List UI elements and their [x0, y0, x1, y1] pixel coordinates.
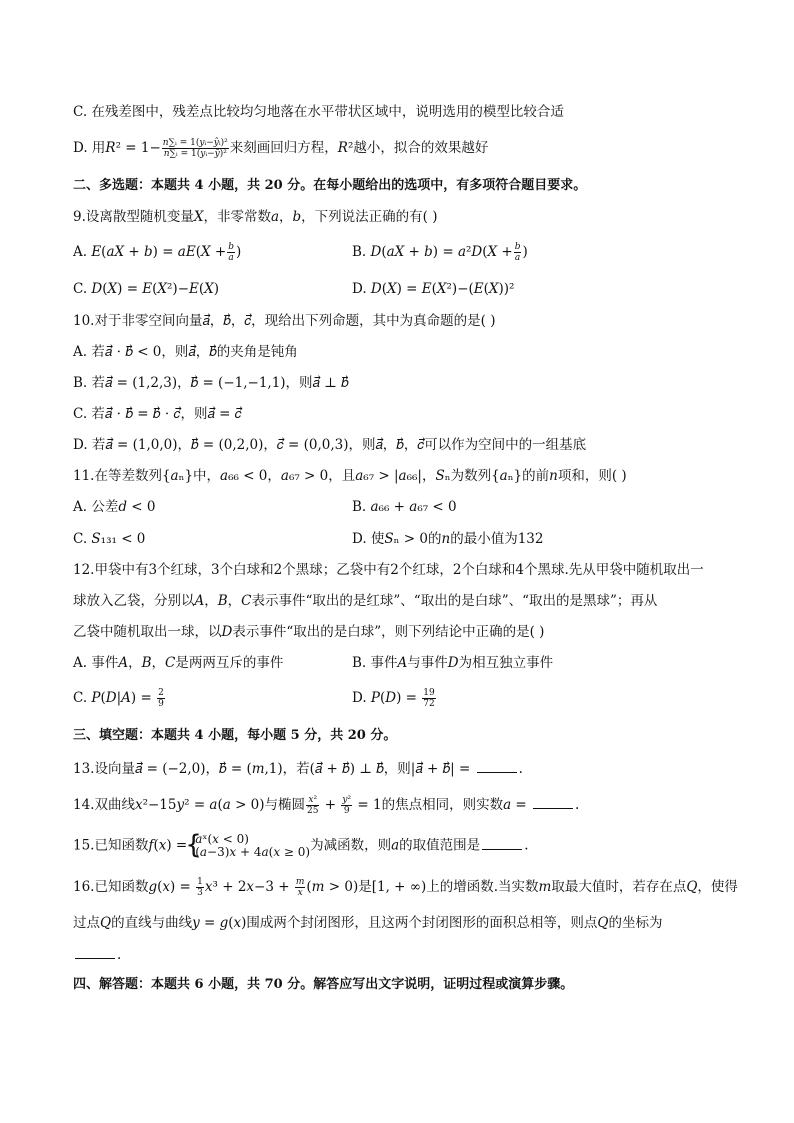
- option-12c: [73, 688, 166, 709]
- option-12b: B. 事件𝐴与事件𝐷为相互独立事件: [352, 655, 554, 671]
- fraction-19-72: [422, 688, 435, 709]
- fraction-x2-25: [306, 795, 319, 816]
- fraction-denominator: 𝑎: [228, 253, 234, 263]
- section-4-heading: 四、解答题：本题共 6 小题，共 70 分。解答应写出文字说明，证明过程或演算步骤。: [73, 977, 574, 992]
- option-12d-prefix: D. 𝑃(𝐷) =: [352, 690, 417, 706]
- answer-blank-13[interactable]: [477, 758, 517, 773]
- question-14-prefix: 14.双曲线𝑥²−15𝑦² = 𝑎(𝑎 > 0)与椭圆: [73, 797, 306, 813]
- question-9: 9.设离散型随机变量𝑋，非零常数𝑎，𝑏，下列说法正确的有( ): [73, 209, 438, 225]
- option-12c-prefix: C. 𝑃(𝐷|𝐴) =: [73, 690, 152, 706]
- question-16-prefix: 16.已知函数𝑔(𝑥) =: [73, 879, 191, 895]
- fraction-m-x: [295, 877, 306, 898]
- option-10b: B. 若𝑎⃗ = (1,2,3)，𝑏⃗ = (−1,−1,1)，则𝑎⃗ ⊥ 𝑏⃗: [73, 375, 349, 391]
- answer-blank-15[interactable]: [482, 835, 522, 850]
- piecewise-case-1: { 𝑎ˣ(𝑥 < 0): [195, 832, 249, 846]
- fraction-numerator: 𝑚: [295, 877, 305, 887]
- option-12d: [352, 688, 437, 709]
- answer-blank-14[interactable]: [533, 794, 573, 809]
- fraction-numerator: 19: [423, 688, 435, 698]
- option-11a: A. 公差𝑑 < 0: [73, 499, 156, 515]
- piecewise-function: [187, 833, 310, 859]
- plus-sign: +: [324, 797, 337, 813]
- question-11: 11.在等差数列{𝑎ₙ}中，𝑎₆₆ < 0，𝑎₆₇ > 0，且𝑎₆₇ > |𝑎₆₆|，𝑆ₙ为数列{𝑎ₙ}的前𝑛项和，则( ): [73, 468, 627, 484]
- question-12-line-2: 球放入乙袋，分别以𝐴，𝐵，𝐶表示事件“取出的是红球”、“取出的是白球”、“取出的是黑球”；再从: [73, 593, 658, 609]
- question-16-line-1: [73, 877, 738, 898]
- option-9d: D. 𝐷(𝑋) = 𝐸(𝑋²)−(𝐸(𝑋))²: [352, 281, 515, 297]
- question-12-line-3: 乙袋中随机取出一球，以𝐷表示事件“取出的是白球”，则下列结论中正确的是( ): [73, 624, 545, 640]
- option-11d: D. 使𝑆ₙ > 0的𝑛的最小值为132: [352, 531, 544, 547]
- fraction-numerator: 2: [158, 688, 164, 698]
- option-8d: [73, 138, 488, 159]
- option-11c: C. 𝑆₁₃₁ < 0: [73, 531, 146, 547]
- fraction-numerator: 𝑛∑ᵢ = 1(𝑦ᵢ−𝑦̂ᵢ)²: [162, 138, 228, 148]
- option-10a: A. 若𝑎⃗ ⋅ 𝑏⃗ < 0，则𝑎⃗，𝑏⃗的夹角是钝角: [73, 344, 298, 360]
- fraction-denominator: 𝑛∑ᵢ = 1(𝑦ᵢ−𝑦̄)²: [163, 149, 227, 159]
- fraction-numerator: 1: [197, 877, 203, 887]
- question-14-suffix: = 1的焦点相同，则实数𝑎 =: [357, 797, 527, 813]
- fraction-b-over-a: [227, 242, 235, 263]
- option-9a-prefix: A. 𝐸(𝑎𝑋 + 𝑏) = 𝑎𝐸(𝑋 +: [73, 244, 227, 260]
- answer-blank-16[interactable]: [75, 944, 115, 959]
- fraction-denominator: 72: [423, 699, 435, 709]
- option-9c: C. 𝐷(𝑋) = 𝐸(𝑋²)−𝐸(𝑋): [73, 281, 220, 297]
- fraction-numerator: 𝑏: [514, 242, 521, 252]
- question-13: [73, 758, 523, 779]
- r-squared-fraction: [162, 138, 229, 159]
- option-12a: A. 事件𝐴，𝐵，𝐶是两两互斥的事件: [73, 655, 284, 671]
- question-16-line-3: [73, 944, 121, 965]
- question-16-line-2: 过点𝑄的直线与曲线𝑦 = 𝑔(𝑥)围成两个封闭图形，且这两个封闭图形的面积总相等，则点𝑄的坐标为: [73, 915, 663, 931]
- option-9b: [352, 242, 528, 263]
- question-15-period: .: [524, 837, 529, 854]
- question-15-prefix: 15.已知函数𝑓(𝑥) =: [73, 837, 188, 854]
- question-16-middle: 𝑥³ + 2𝑥−3 +: [204, 879, 290, 895]
- option-9b-prefix: B. 𝐷(𝑎𝑋 + 𝑏) = 𝑎²𝐷(𝑋 +: [352, 244, 513, 260]
- fraction-2-9: [157, 688, 165, 709]
- fraction-denominator: 25: [307, 806, 319, 816]
- option-8c: C. 在残差图中，残差点比较均匀地落在水平带状区域中，说明选用的模型比较合适: [73, 104, 564, 120]
- option-11b: B. 𝑎₆₆ + 𝑎₆₇ < 0: [352, 499, 457, 515]
- piecewise-case-2: (𝑎−3)𝑥 + 4𝑎(𝑥 ≥ 0): [195, 845, 311, 859]
- fraction-numerator: 𝑦²: [342, 795, 352, 805]
- question-10: 10.对于非零空间向量𝑎⃗，𝑏⃗，𝑐⃗，现给出下列命题，其中为真命题的是( ): [73, 313, 496, 329]
- section-3-heading: 三、填空题：本题共 4 小题，每小题 5 分，共 20 分。: [73, 728, 397, 743]
- question-14: [73, 794, 579, 816]
- fraction-denominator: 9: [158, 699, 164, 709]
- fraction-numerator: 𝑥²: [306, 795, 319, 806]
- option-9a: [73, 242, 241, 263]
- option-9b-suffix: ): [522, 244, 528, 260]
- option-10d: D. 若𝑎⃗ = (1,0,0)，𝑏⃗ = (0,2,0)，𝑐⃗ = (0,0,3)，则𝑎⃗，𝑏⃗，𝑐⃗可以作为空间中的一组基底: [73, 437, 587, 453]
- question-12-line-1: 12.甲袋中有3个红球，3个白球和2个黑球；乙袋中有2个红球，2个白球和4个黑球.先从甲袋中随机取出一: [73, 562, 704, 578]
- fraction-numerator: 𝑏: [228, 242, 234, 252]
- question-16-period: .: [117, 947, 122, 963]
- fraction-denominator: 𝑎: [514, 253, 521, 263]
- option-8d-prefix: D. 用𝑅² = 1−: [73, 140, 161, 156]
- fraction-b-over-a: [514, 242, 522, 263]
- question-15-suffix: 为减函数，则𝑎的取值范围是: [310, 837, 481, 854]
- fraction-y2-9: [341, 795, 352, 816]
- option-9a-suffix: ): [235, 244, 242, 260]
- fraction-denominator: 3: [197, 888, 203, 898]
- question-15: [73, 833, 528, 859]
- question-14-period: .: [575, 797, 580, 813]
- question-16-suffix: (𝑚 > 0)是[1, + ∞)上的增函数.当实数𝑚取最大值时，若存在点𝑄，使得: [306, 879, 738, 895]
- fraction-denominator: 𝑥: [297, 888, 303, 898]
- section-2-heading: 二、多选题：本题共 4 小题，共 20 分。在每小题给出的选项中，有多项符合题目要求。: [73, 178, 587, 193]
- fraction-1-3: [196, 877, 204, 898]
- option-10c: C. 若𝑎⃗ ⋅ 𝑏⃗ = 𝑏⃗ ⋅ 𝑐⃗，则𝑎⃗ = 𝑐⃗: [73, 406, 242, 422]
- fraction-denominator: 9: [343, 806, 350, 816]
- question-13-period: .: [518, 761, 523, 777]
- question-13-text: 13.设向量𝑎⃗ = (−2,0)，𝑏⃗ = (𝑚,1)，若(𝑎⃗ + 𝑏⃗) ⊥ 𝑏⃗，则|𝑎⃗ + 𝑏⃗| =: [73, 761, 471, 777]
- option-8d-suffix: 来刻画回归方程，𝑅²越小，拟合的效果越好: [229, 140, 489, 156]
